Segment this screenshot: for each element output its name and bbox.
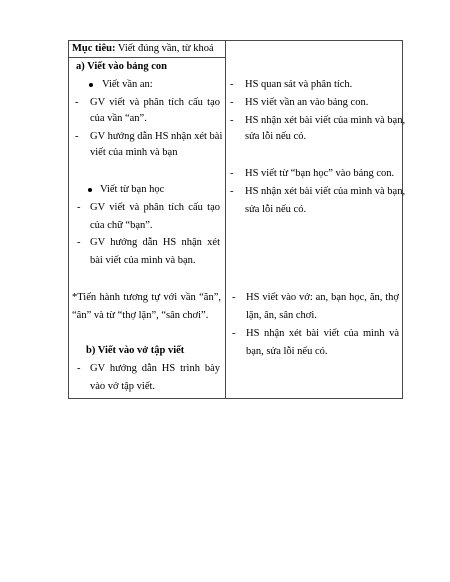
- right-item1: HS quan sát và phân tích.: [245, 79, 353, 90]
- right-item4: HS viết từ “bạn học” vào bảng con.: [245, 168, 395, 179]
- section-b-heading: b) Viết vào vở tập viết: [86, 345, 185, 356]
- right-item5-line2: sửa lỗi nếu có.: [245, 204, 307, 215]
- dash-icon: -: [75, 131, 79, 142]
- dash-icon: -: [230, 186, 234, 197]
- right-item6-line1: HS viết vào vở: an, bạn học, ăn, thợ: [246, 292, 399, 303]
- item5-line2: vào vở tập viết.: [90, 381, 156, 392]
- right-item7-line2: bạn, sửa lỗi nếu có.: [246, 346, 328, 357]
- objective-text: Viết đúng vần, từ khoá: [115, 43, 214, 54]
- dash-icon: -: [232, 292, 236, 303]
- item2-line2: viết của mình và bạn: [90, 147, 178, 158]
- dash-icon: -: [230, 168, 234, 179]
- dash-icon: -: [77, 202, 81, 213]
- right-item2: HS viết vần an vào bảng con.: [245, 97, 369, 108]
- item4-line2: bài viết của mình và bạn.: [90, 255, 196, 266]
- lesson-table: [68, 40, 406, 399]
- item2-line1: GV hướng dẫn HS nhận xét bài: [90, 131, 223, 142]
- item3-line2: của chữ “bạn”.: [90, 220, 153, 231]
- objective-line: [72, 43, 214, 55]
- right-item3-line1: HS nhận xét bài viết của mình và bạn,: [245, 115, 406, 126]
- bullet-icon: [89, 83, 93, 87]
- right-item7-line1: HS nhận xét bài viết của mình và: [246, 328, 399, 339]
- item1-line2: của vần “an”.: [90, 113, 147, 124]
- bullet-vowel-an: Viết vần an:: [102, 79, 153, 90]
- dash-icon: -: [232, 328, 236, 339]
- item3-line1: GV viết và phân tích cấu tạo: [90, 202, 220, 213]
- note-line2: “ân” và từ “thợ lặn”, “sân chơi”.: [72, 310, 209, 321]
- dash-icon: -: [77, 237, 81, 248]
- item4-line1: GV hướng dẫn HS nhận xét: [90, 237, 220, 248]
- item1-line1: GV viết và phân tích cấu tạo: [90, 97, 220, 108]
- bullet-icon: [88, 188, 92, 192]
- column-divider: [225, 41, 226, 398]
- dash-icon: -: [230, 79, 234, 90]
- right-item5-line1: HS nhận xét bài viết của mình và bạn,: [245, 186, 406, 197]
- right-item3-line2: sửa lỗi nếu có.: [245, 131, 307, 142]
- objective-row-divider: [69, 57, 225, 58]
- note-line1: *Tiến hành tương tự với vần “ăn”,: [72, 292, 221, 303]
- bullet-word-ban-hoc: Viết từ bạn học: [100, 184, 165, 195]
- dash-icon: -: [75, 97, 79, 108]
- section-a-heading: a) Viết vào bảng con: [76, 61, 168, 72]
- right-item6-line2: lặn, ân, sân chơi.: [246, 310, 317, 321]
- objective-label: Mục tiêu:: [72, 43, 116, 54]
- dash-icon: -: [77, 363, 81, 374]
- dash-icon: -: [230, 97, 234, 108]
- dash-icon: -: [230, 115, 234, 126]
- item5-line1: GV hướng dẫn HS trình bày: [90, 363, 220, 374]
